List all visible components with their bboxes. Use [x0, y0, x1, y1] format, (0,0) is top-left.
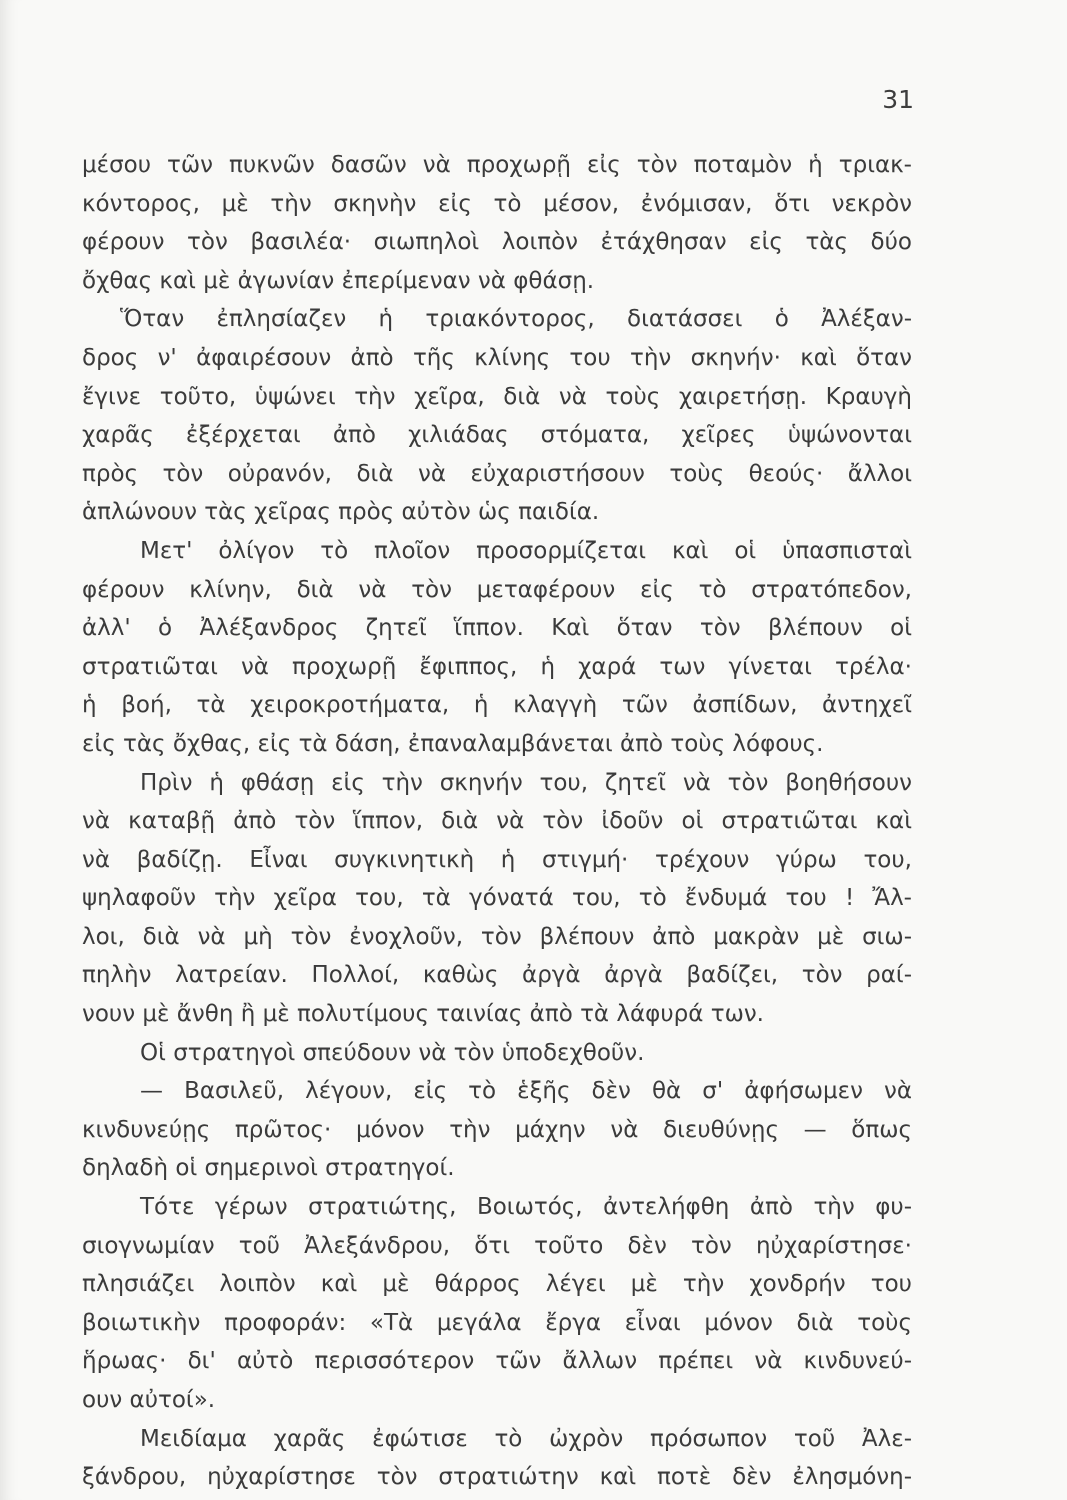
text-line: ψηλαφοῦν τὴν χεῖρα του, τὰ γόνατά του, τὸ ἔνδυμά του ! Ἄλ- [82, 885, 912, 912]
text-line: πλησιάζει λοιπὸν καὶ μὲ θάρρος λέγει μὲ τὴν χονδρήν του [82, 1271, 912, 1298]
text-line: δρος ν' ἀφαιρέσουν ἀπὸ τῆς κλίνης του τὴν σκηνήν· καὶ ὅταν [82, 344, 912, 371]
text-line: δηλαδὴ οἱ σημερινοὶ στρατηγοί. [82, 1155, 455, 1182]
text-line: εἰς τὰς ὄχθας, εἰς τὰ δάση, ἐπαναλαμβάνεται ἀπὸ τοὺς λόφους. [82, 730, 824, 757]
text-line: ὄχθας καὶ μὲ ἀγωνίαν ἐπερίμεναν νὰ φθάσῃ. [82, 267, 595, 294]
text-line: Τότε γέρων στρατιώτης, Βοιωτός, ἀντελήφθη ἀπὸ τὴν φυ- [140, 1194, 912, 1221]
text-line: νὰ καταβῇ ἀπὸ τὸν ἵππον, διὰ νὰ τὸν ἰδοῦν οἱ στρατιῶται καὶ [82, 808, 912, 835]
text-line: κόντορος, μὲ τὴν σκηνὴν εἰς τὸ μέσον, ἐνόμισαν, ὅτι νεκρὸν [82, 190, 912, 217]
text-line: Οἱ στρατηγοὶ σπεύδουν νὰ τὸν ὑποδεχθοῦν. [140, 1039, 645, 1066]
text-line: φέρουν κλίνην, διὰ νὰ τὸν μεταφέρουν εἰς τὸ στρατόπεδον, [82, 576, 912, 603]
text-line: ἥρωας· δι' αὐτὸ περισσότερον τῶν ἄλλων πρέπει νὰ κινδυνεύ- [82, 1348, 912, 1375]
text-line: μέσου τῶν πυκνῶν δασῶν νὰ προχωρῇ εἰς τὸν ποταμὸν ἡ τριακ- [82, 152, 912, 178]
text-line: Πρὶν ἡ φθάσῃ εἰς τὴν σκηνήν του, ζητεῖ νὰ τὸν βοηθήσουν [140, 769, 912, 796]
text-line: λοι, διὰ νὰ μὴ τὸν ἐνοχλοῦν, τὸν βλέπουν ἀπὸ μακρὰν μὲ σιω- [82, 923, 912, 950]
text-line: στρατιῶται νὰ προχωρῇ ἔφιππος, ἡ χαρά των γίνεται τρέλα· [82, 653, 912, 680]
text-line: πρὸς τὸν οὐρανόν, διὰ νὰ εὐχαριστήσουν τοὺς θεούς· ἄλλοι [82, 460, 912, 487]
text-line: ξάνδρου, ηὐχαρίστησε τὸν στρατιώτην καὶ ποτὲ δὲν ἐλησμόνη- [82, 1464, 912, 1491]
text-line: Μετ' ὀλίγον τὸ πλοῖον προσορμίζεται καὶ οἱ ὑπασπισταὶ [140, 537, 912, 564]
text-line: φέρουν τὸν βασιλέα· σιωπηλοὶ λοιπὸν ἐτάχθησαν εἰς τὰς δύο [82, 229, 912, 256]
text-line: πηλὴν λατρείαν. Πολλοί, καθὼς ἀργὰ ἀργὰ βαδίζει, τὸν ραί- [82, 962, 912, 989]
body-text [82, 146, 912, 1497]
text-line: σιογνωμίαν τοῦ Ἀλεξάνδρου, ὅτι τοῦτο δὲν τὸν ηὐχαρίστησε· [82, 1232, 912, 1259]
page-number: 31 [882, 85, 914, 114]
text-line: ἀλλ' ὁ Ἀλέξανδρος ζητεῖ ἵππον. Καὶ ὅταν τὸν βλέπουν οἱ [82, 615, 912, 642]
text-line: — Βασιλεῦ, λέγουν, εἰς τὸ ἑξῆς δὲν θὰ σ' ἀφήσωμεν νὰ [140, 1078, 912, 1105]
text-line: κινδυνεύῃς πρῶτος· μόνον τὴν μάχην νὰ διευθύνῃς — ὅπως [82, 1116, 912, 1143]
text-line: χαρᾶς ἐξέρχεται ἀπὸ χιλιάδας στόματα, χεῖρες ὑψώνονται [82, 422, 912, 449]
text-line: Ὅταν ἐπλησίαζεν ἡ τριακόντορος, διατάσσει ὁ Ἀλέξαν- [120, 306, 912, 333]
text-line: ἁπλώνουν τὰς χεῖρας πρὸς αὐτὸν ὡς παιδία. [82, 499, 600, 526]
text-line: ἔγινε τοῦτο, ὑψώνει τὴν χεῖρα, διὰ νὰ τοὺς χαιρετήσῃ. Κραυγὴ [82, 383, 912, 410]
text-line: νὰ βαδίζῃ. Εἶναι συγκινητικὴ ἡ στιγμή· τρέχουν γύρω του, [82, 846, 912, 873]
text-line: νουν μὲ ἄνθη ἢ μὲ πολυτίμους ταινίας ἀπὸ τὰ λάφυρά των. [82, 1001, 764, 1028]
text-line: ουν αὐτοί». [82, 1387, 216, 1413]
text-line: βοιωτικὴν προφοράν: «Τὰ μεγάλα ἔργα εἶναι μόνον διὰ τοὺς [82, 1309, 912, 1336]
text-line: ἡ βοή, τὰ χειροκροτήματα, ἡ κλαγγὴ τῶν ἀσπίδων, ἀντηχεῖ [82, 692, 912, 719]
text-line: Μειδίαμα χαρᾶς ἐφώτισε τὸ ὠχρὸν πρόσωπον τοῦ Ἀλε- [140, 1425, 912, 1452]
